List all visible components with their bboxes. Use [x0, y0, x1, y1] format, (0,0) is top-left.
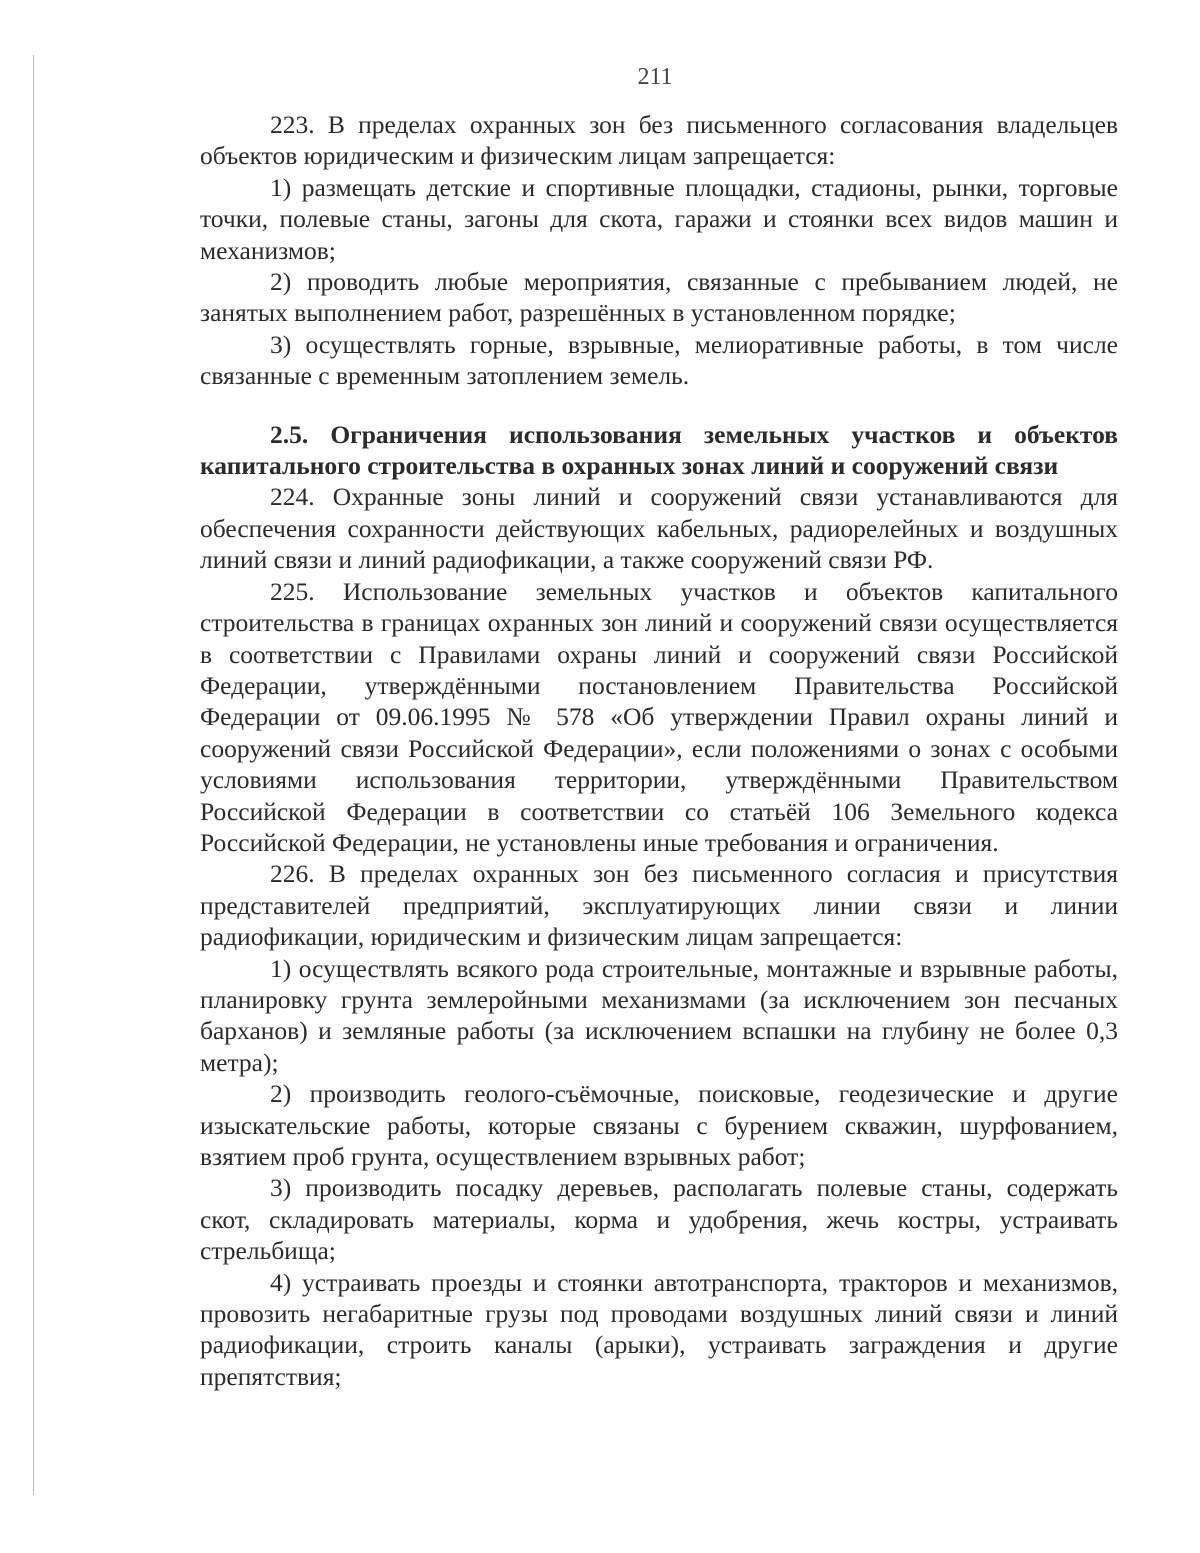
document-body	[200, 109, 1118, 1392]
list-item-223-2: 2) проводить любые мероприятия, связанные с пребыванием людей, не занятых выполнением работ, разрешённых в установленном порядке;	[200, 267, 1118, 328]
page-number: 211	[637, 64, 673, 90]
list-item-226-2: 2) производить геолого-съёмочные, поисковые, геодезические и другие изыскательские работы, которые связаны с бурением скважин, шурфованием, взятием проб грунта, осуществлением взрывных работ;	[200, 1079, 1118, 1171]
scan-edge-line	[33, 55, 34, 1495]
list-item-223-3: 3) осуществлять горные, взрывные, мелиоративные работы, в том числе связанные с временным затоплением земель.	[200, 329, 1118, 391]
list-item-226-3: 3) производить посадку деревьев, располагать полевые станы, содержать скот, складировать материалы, корма и удобрения, жечь костры, устраивать стрельбища;	[200, 1173, 1118, 1266]
section-heading-2-5: 2.5. Ограничения использования земельных участков и объектов капитального строительства в охранных зонах линий и сооружений связи	[200, 419, 1118, 481]
list-item-223-1: 1) размещать детские и спортивные площадки, стадионы, рынки, торговые точки, полевые станы, загоны для скота, гаражи и стоянки всех видов машин и механизмов;	[200, 172, 1118, 265]
list-item-226-1: 1) осуществлять всякого рода строительные, монтажные и взрывные работы, планировку грунта землеройными механизмами (за исключением зон песчаных барханов) и земляные работы (за исключением вспашки на глубину не более 0,3 метра);	[200, 953, 1118, 1077]
paragraph-224: 224. Охранные зоны линий и сооружений связи устанавливаются для обеспечения сохранности действующих кабельных, радиорелейных и воздушных линий связи и линий радиофикации, а также сооружений связи РФ.	[200, 482, 1118, 575]
paragraph-225: 225. Использование земельных участков и объектов капитального строительства в границах охранных зон линий и сооружений связи осуществляется в соответствии с Правилами охраны линий и сооружений связи Российской Федерации, утверждёнными постановлением Правительства Российской Федерации от 09.06.1995 № 578 «Об утверждении Правил охраны линий и сооружений связи Российской Федерации», если положениями о зонах с особыми условиями использования территории, утверждёнными Правительством Российской Федерации в соответствии со статьёй 106 Земельного кодекса Российской Федерации, не установлены иные требования и ограничения.	[200, 576, 1118, 857]
list-item-226-4: 4) устраивать проезды и стоянки автотранспорта, тракторов и механизмов, провозить негабаритные грузы под проводами воздушных линий связи и линий радиофикации, строить каналы (арыки), устраивать заграждения и другие препятствия;	[200, 1267, 1118, 1391]
paragraph-226: 226. В пределах охранных зон без письменного согласия и присутствия представителей предприятий, эксплуатирующих линии связи и линии радиофикации, юридическим и физическим лицам запрещается:	[200, 859, 1118, 952]
paragraph-223: 223. В пределах охранных зон без письменного согласования владельцев объектов юридическим и физическим лицам запрещается:	[200, 110, 1118, 171]
